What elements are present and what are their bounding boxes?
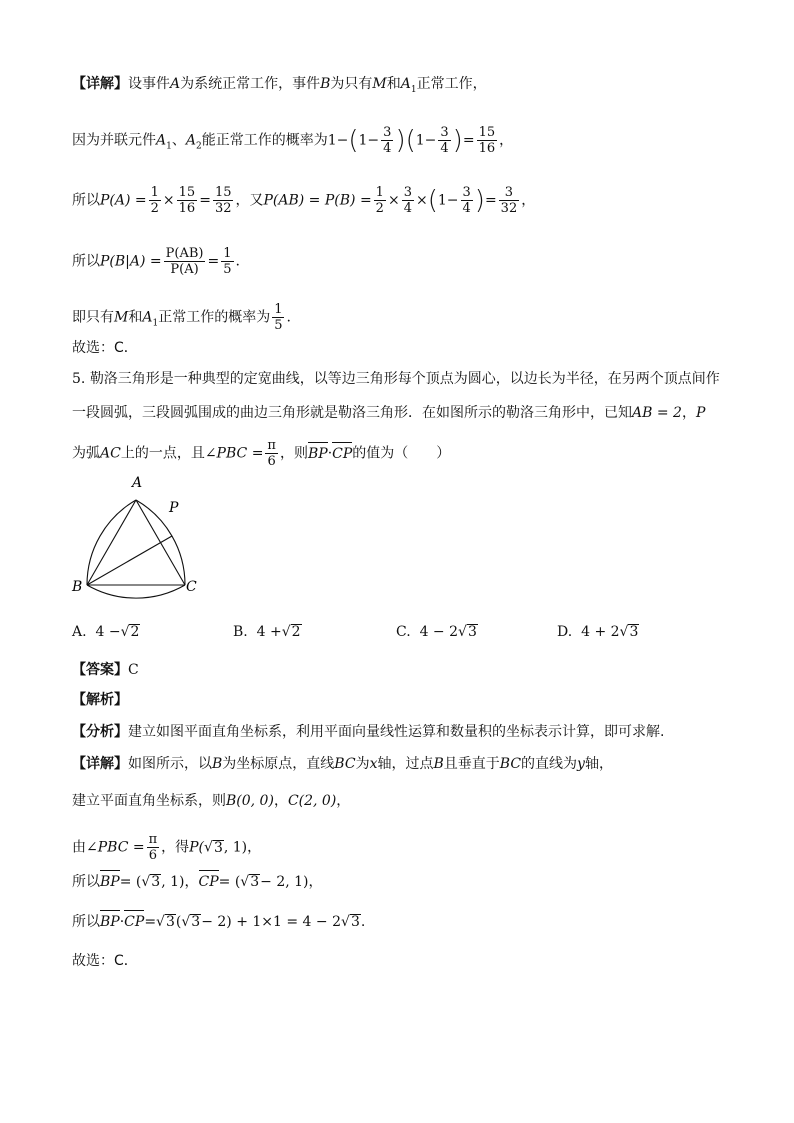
detail-line-1: 【详解】设事件A为系统正常工作，事件B为只有M和$A_1$正常工作， xyxy=(72,76,487,95)
choice-c[interactable]: C. 4 − 2√3 xyxy=(396,624,477,640)
label-c: C xyxy=(186,579,197,595)
solution-line-5: 所以BP·CP=√3(√3− 2) + 1×1 = 4 − 2√3. xyxy=(72,914,366,930)
q5-line-3: 为弧AC上的一点，且∠PBC = $\frac{\pi}{6}$ ，则BP·CP的值为（ ） xyxy=(72,438,451,469)
detail-tag: 【详解】 xyxy=(72,76,128,92)
question-number: 5. xyxy=(72,371,86,387)
fenxi-line: 【分析】建立如图平面直角坐标系，利用平面向量线性运算和数量积的坐标表示计算，即可求解. xyxy=(72,724,665,740)
solution-line-1: 【详解】如图所示，以B为坐标原点，直线BC为x轴，过点B且垂直于BC的直线为y轴， xyxy=(72,756,613,772)
q5-line-1: 5. 勒洛三角形是一种典型的定宽曲线，以等边三角形每个顶点为圆心，以边长为半径，在另两个顶点间作 xyxy=(72,371,720,387)
reuleaux-triangle-figure xyxy=(68,472,208,600)
solution-line-4: 所以BP= (√3, 1)，CP= (√3− 2, 1)， xyxy=(72,874,323,890)
final-answer: 故选：C． xyxy=(72,953,138,969)
detail-line-5: 即只有M和$A_1$正常工作的概率为 $\frac{1}{5}$ . xyxy=(72,302,291,333)
arc-bc xyxy=(87,585,185,598)
label-p: P xyxy=(169,500,179,516)
segment-bp xyxy=(87,536,172,585)
label-b: B xyxy=(72,579,83,595)
choice-b[interactable]: B. 4 +√2 xyxy=(233,624,301,640)
answer-line: 【答案】C xyxy=(72,662,139,678)
choice-a[interactable]: A. 4 −√2 xyxy=(72,624,140,640)
q5-line-2: 一段圆弧，三段圆弧围成的曲边三角形就是勒洛三角形．在如图所示的勒洛三角形中，已知AB = 2，P xyxy=(72,405,706,421)
solution-line-2: 建立平面直角坐标系，则B(0, 0)，C(2, 0)， xyxy=(72,793,351,809)
side-ab xyxy=(87,500,136,585)
fraction: $\frac{3}{4}$ xyxy=(383,125,392,156)
analysis-tag: 【解析】 xyxy=(72,692,128,708)
detail-line-4: 所以P(B|A) = $\frac{P(AB)}{P(A)}$ = $\frac{1}{5}$ . xyxy=(72,246,240,277)
solution-line-3: 由∠PBC = $\frac{\pi}{6}$ ，得P(√3, 1)， xyxy=(72,832,262,863)
choice-d[interactable]: D. 4 + 2√3 xyxy=(557,624,639,640)
detail-answer: 故选：C． xyxy=(72,340,138,356)
detail-line-3: 所以P(A) = $\frac{1}{2}$ × $\frac{15}{16}$ = $\frac{15}{32}$ ，又P(AB) = P(B) = $\frac{1}{2}$ × $\frac{3}{4}$ ×(1− $\frac{3}{4}$ )= $\frac{3}{32}$ ， xyxy=(72,185,536,216)
label-a: A xyxy=(132,475,143,491)
detail-line-2: 因为并联元件$A_1$、$A_2$能正常工作的概率为1−(1− $\frac{3}{4}$ )(1− $\frac{3}{4}$ )= $\frac{15}{16}$ ， xyxy=(72,125,514,156)
